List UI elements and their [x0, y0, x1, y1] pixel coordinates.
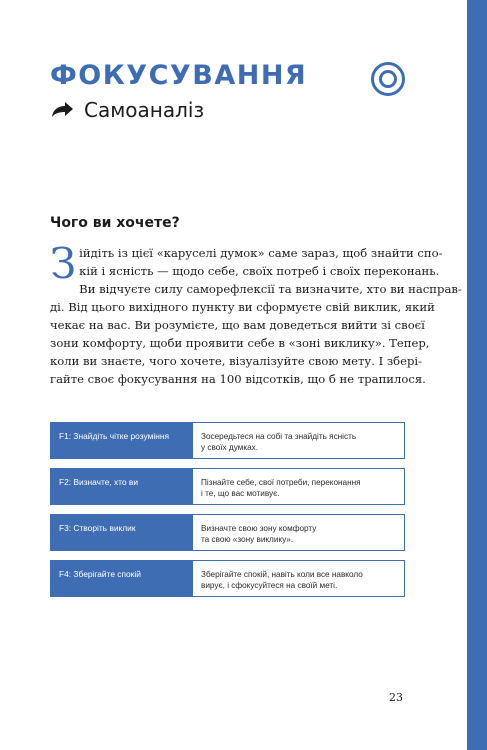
focus-description-line: Визначте свою зону комфорту: [201, 524, 317, 533]
focus-description: [193, 514, 405, 551]
focus-description: [193, 422, 405, 459]
page-number: 23: [389, 691, 403, 704]
focus-row-f4: [50, 560, 405, 597]
focus-label: F1: Знайдіть чітке розуміння: [50, 422, 193, 459]
body-paragraph: [50, 239, 462, 388]
focus-description: [193, 560, 405, 597]
paragraph-line: ді. Від цього вихідного пункту ви сформуєте свій виклик, який: [50, 300, 435, 314]
focus-row-f1: [50, 422, 405, 459]
focus-description-line: Зосередьтеся на собі та знайдіть ясність: [201, 432, 357, 441]
focus-row-f3: [50, 514, 405, 551]
focus-description-line: вирує, і сфокусуйтеся на своїй меті.: [201, 581, 338, 590]
drop-cap: З: [50, 239, 77, 288]
focus-description-line: і те, що вас мотивує.: [201, 489, 280, 498]
paragraph-line: коли ви знаєте, чого хочете, візуалізуйте свою мету. І збері-: [50, 354, 423, 368]
focus-description: [193, 468, 405, 505]
target-icon: [370, 61, 406, 97]
focus-table: [50, 422, 405, 606]
focus-row-f2: [50, 468, 405, 505]
paragraph-line: ійдіть із цієї «каруселі думок» саме зараз, щоб знайти спо-: [79, 246, 443, 260]
chapter-title: ФОКУСУВАННЯ: [50, 60, 308, 91]
paragraph-line: кій і ясність — щодо себе, своїх потреб і своїх переконань.: [79, 264, 440, 278]
focus-label: F3: Створіть виклик: [50, 514, 193, 551]
focus-description-line: Зберігайте спокій, навіть коли все навколо: [201, 570, 363, 579]
focus-description-line: та свою «зону виклику».: [201, 535, 294, 544]
focus-label: F4: Зберігайте спокій: [50, 560, 193, 597]
paragraph-line: зони комфорту, щоби проявити себе в «зоні виклику». Тепер,: [50, 336, 430, 350]
section-heading: Чого ви хочете?: [50, 215, 180, 231]
paragraph-line: чекає на вас. Ви розумієте, що вам доведеться вийти зі своєї: [50, 318, 425, 332]
chapter-subtitle: Самоаналіз: [84, 98, 205, 122]
side-color-band: [467, 0, 487, 750]
focus-label: F2: Визначте, хто ви: [50, 468, 193, 505]
focus-description-line: у своїх думках.: [201, 443, 259, 452]
arrow-icon: [50, 101, 74, 119]
paragraph-line: Ви відчуєте силу саморефлексії та визначите, хто ви насправ-: [79, 282, 462, 296]
subtitle-row: [50, 96, 204, 124]
paragraph-line: гайте своє фокусування на 100 відсотків, що б не трапилося.: [50, 372, 426, 386]
focus-description-line: Пізнайте себе, свої потреби, переконання: [201, 478, 361, 487]
